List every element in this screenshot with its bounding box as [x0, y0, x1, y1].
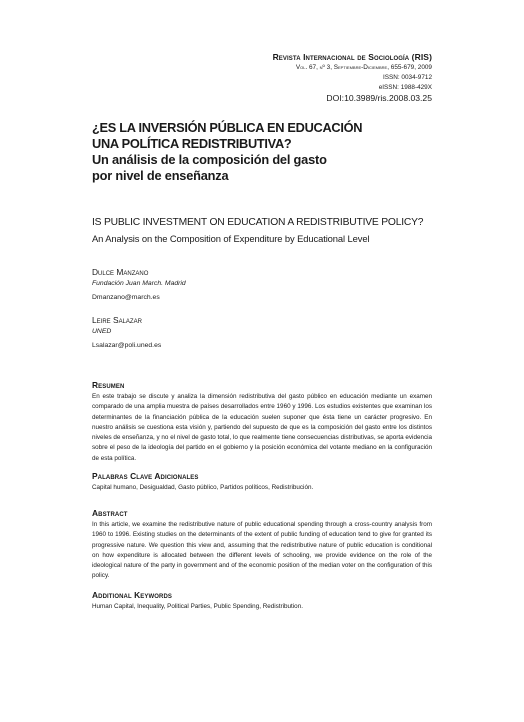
- journal-doi: DOI:10.3989/ris.2008.03.25: [326, 93, 432, 103]
- palabras-clave-body: Capital humano, Desigualdad, Gasto público, Partidos políticos, Redistribución.: [92, 484, 314, 491]
- author-1: [92, 266, 437, 303]
- author-name: Dulce Manzano: [92, 267, 149, 277]
- journal-eissn: eISSN: 1988-429X: [378, 84, 432, 91]
- subtitle-en: An Analysis on the Composition of Expenditure by Educational Level: [92, 233, 370, 244]
- abstract-heading: Abstract: [92, 508, 128, 518]
- author-name: Leire Salazar: [92, 315, 142, 325]
- subtitle-es-line-2: por nivel de enseñanza: [92, 168, 229, 183]
- author-email: Lsalazar@poli.uned.es: [92, 342, 162, 349]
- abstract-section: [92, 508, 432, 582]
- resumen-section: [92, 380, 432, 464]
- palabras-clave-section: [92, 471, 432, 493]
- keywords-heading: Additional Keywords: [92, 590, 172, 600]
- subtitle-es-line-1: Un análisis de la composición del gasto: [92, 152, 327, 167]
- title-en: IS PUBLIC INVESTMENT ON EDUCATION A REDISTRIBUTIVE POLICY?: [92, 217, 424, 228]
- resumen-body: En este trabajo se discute y analiza la dimensión redistributiva del gasto público en educación mediante un examen comparado de una amplia muestra de países desarrollados entre 1960 y 1996. Los estudios existentes que examinan los determinantes de la financiación pública de la educación suelen suponer que ésta tiene un carácter progresivo. En nuestro análisis se cuestiona esta visión y, partiendo del supuesto de que es la composición del gasto entre los distintos niveles de enseñanza, y no el nivel de gasto total, lo que realmente tiene consecuencias distributivas, se aporta evidencia sobre el peso de la ideología del partido en el gobierno y la posición económica del votante mediano en la configuración de esta política.: [92, 393, 432, 462]
- keywords-section: [92, 590, 432, 612]
- journal-header: [273, 52, 432, 104]
- journal-issn: ISSN: 0034-9712: [382, 74, 432, 81]
- palabras-clave-heading: Palabras Clave Adicionales: [92, 471, 199, 481]
- journal-volume: Vol. 67, nº 3, Septiembre-Diciembre, 655-679, 2009: [295, 64, 432, 71]
- title-block-es: [92, 120, 437, 184]
- author-2: [92, 314, 437, 351]
- keywords-body: Human Capital, Inequality, Political Parties, Public Spending, Redistribution.: [92, 603, 303, 610]
- title-es-line-1: ¿ES LA INVERSIÓN PÚBLICA EN EDUCACIÓN: [92, 120, 363, 135]
- title-es-line-2: UNA POLÍTICA REDISTRIBUTIVA?: [92, 136, 292, 151]
- author-affiliation: Fundación Juan March. Madrid: [92, 280, 186, 287]
- author-email: Dmanzano@march.es: [92, 294, 160, 301]
- journal-name: Revista Internacional de Sociología (RIS): [272, 52, 432, 62]
- author-affiliation: UNED: [92, 328, 112, 335]
- resumen-heading: Resumen: [92, 380, 125, 390]
- abstract-body: In this article, we examine the redistributive nature of public educational spending through a cross-country analysis from 1960 to 1996. Existing studies on the determinants of the extent of public funding of education tend to give for granted its progressive nature. We question this view and, assuming that the redistributive nature of public education is conditional on how expenditure is allocated between the different levels of schooling, we provide evidence on the role of the ideological nature of the party in government and of the economic position of the median voter on the configuration of this policy.: [92, 521, 432, 580]
